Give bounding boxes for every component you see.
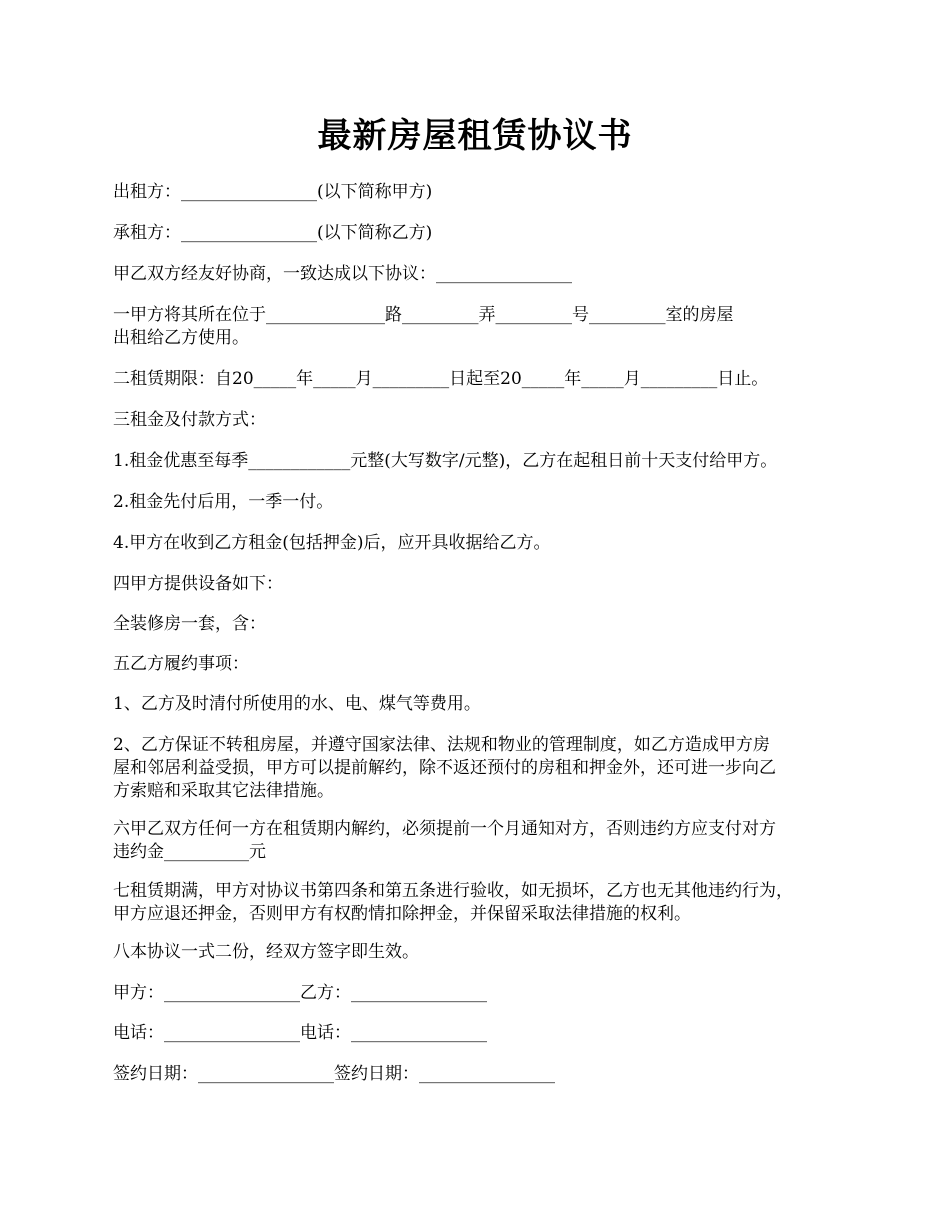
clause-5-heading: 五乙方履约事项： — [113, 654, 249, 674]
clause-8-effect: 八本协议一式二份，经双方签字即生效。 — [113, 942, 419, 962]
clause-lessee: 承租方：________________(以下简称乙方) — [113, 223, 433, 243]
clause-5-item-2: 2、乙方保证不转租房屋，并遵守国家法律、法规和物业的管理制度，如乙方造成甲方房 屋和邻居利益受损，甲方可以提前解约，除不返还预付的房租和押金外，还可进一步向乙 方索赔和采取其它法律措施。 — [113, 735, 776, 801]
clause-4-item: 全装修房一套，含： — [113, 614, 266, 634]
signature-phones: 电话：________________电话：________________ — [113, 1023, 487, 1043]
clause-3-item-4: 4.甲方在收到乙方租金(包括押金)后，应开具收据给乙方。 — [113, 533, 551, 553]
clause-2-term: 二租赁期限：自20_____年_____月_________日起至20_____年_____月_________日止。 — [113, 369, 769, 389]
signature-parties: 甲方：________________乙方：________________ — [113, 983, 487, 1003]
clause-5-item-1: 1、乙方及时清付所使用的水、电、煤气等费用。 — [113, 694, 481, 714]
clause-7-expiry: 七租赁期满，甲方对协议书第四条和第五条进行验收，如无损坏，乙方也无其他违约行为， 甲方应退还押金，否则甲方有权酌情扣除押金，并保留采取法律措施的权利。 — [113, 881, 793, 924]
clause-4-heading: 四甲方提供设备如下： — [113, 574, 283, 594]
clause-6-termination: 六甲乙双方任何一方在租赁期内解约，必须提前一个月通知对方，否则违约方应支付对方 违约金__________元 — [113, 819, 776, 862]
clause-agreement-intro: 甲乙双方经友好协商，一致达成以下协议：________________ — [113, 264, 572, 284]
clause-3-item-2: 2.租金先付后用，一季一付。 — [113, 492, 334, 512]
clause-1-property: 一甲方将其所在位于______________路_________弄_________号_________室的房屋 出租给乙方使用。 — [113, 305, 734, 348]
signature-dates: 签约日期：________________签约日期：________________ — [113, 1064, 555, 1084]
clause-3-heading: 三租金及付款方式： — [113, 410, 266, 430]
document-title: 最新房屋租赁协议书 — [317, 116, 633, 156]
clause-lessor: 出租方：________________(以下简称甲方) — [113, 182, 433, 202]
clause-3-item-1: 1.租金优惠至每季____________元整(大写数字/元整)，乙方在起租日前十天支付给甲方。 — [113, 451, 778, 471]
